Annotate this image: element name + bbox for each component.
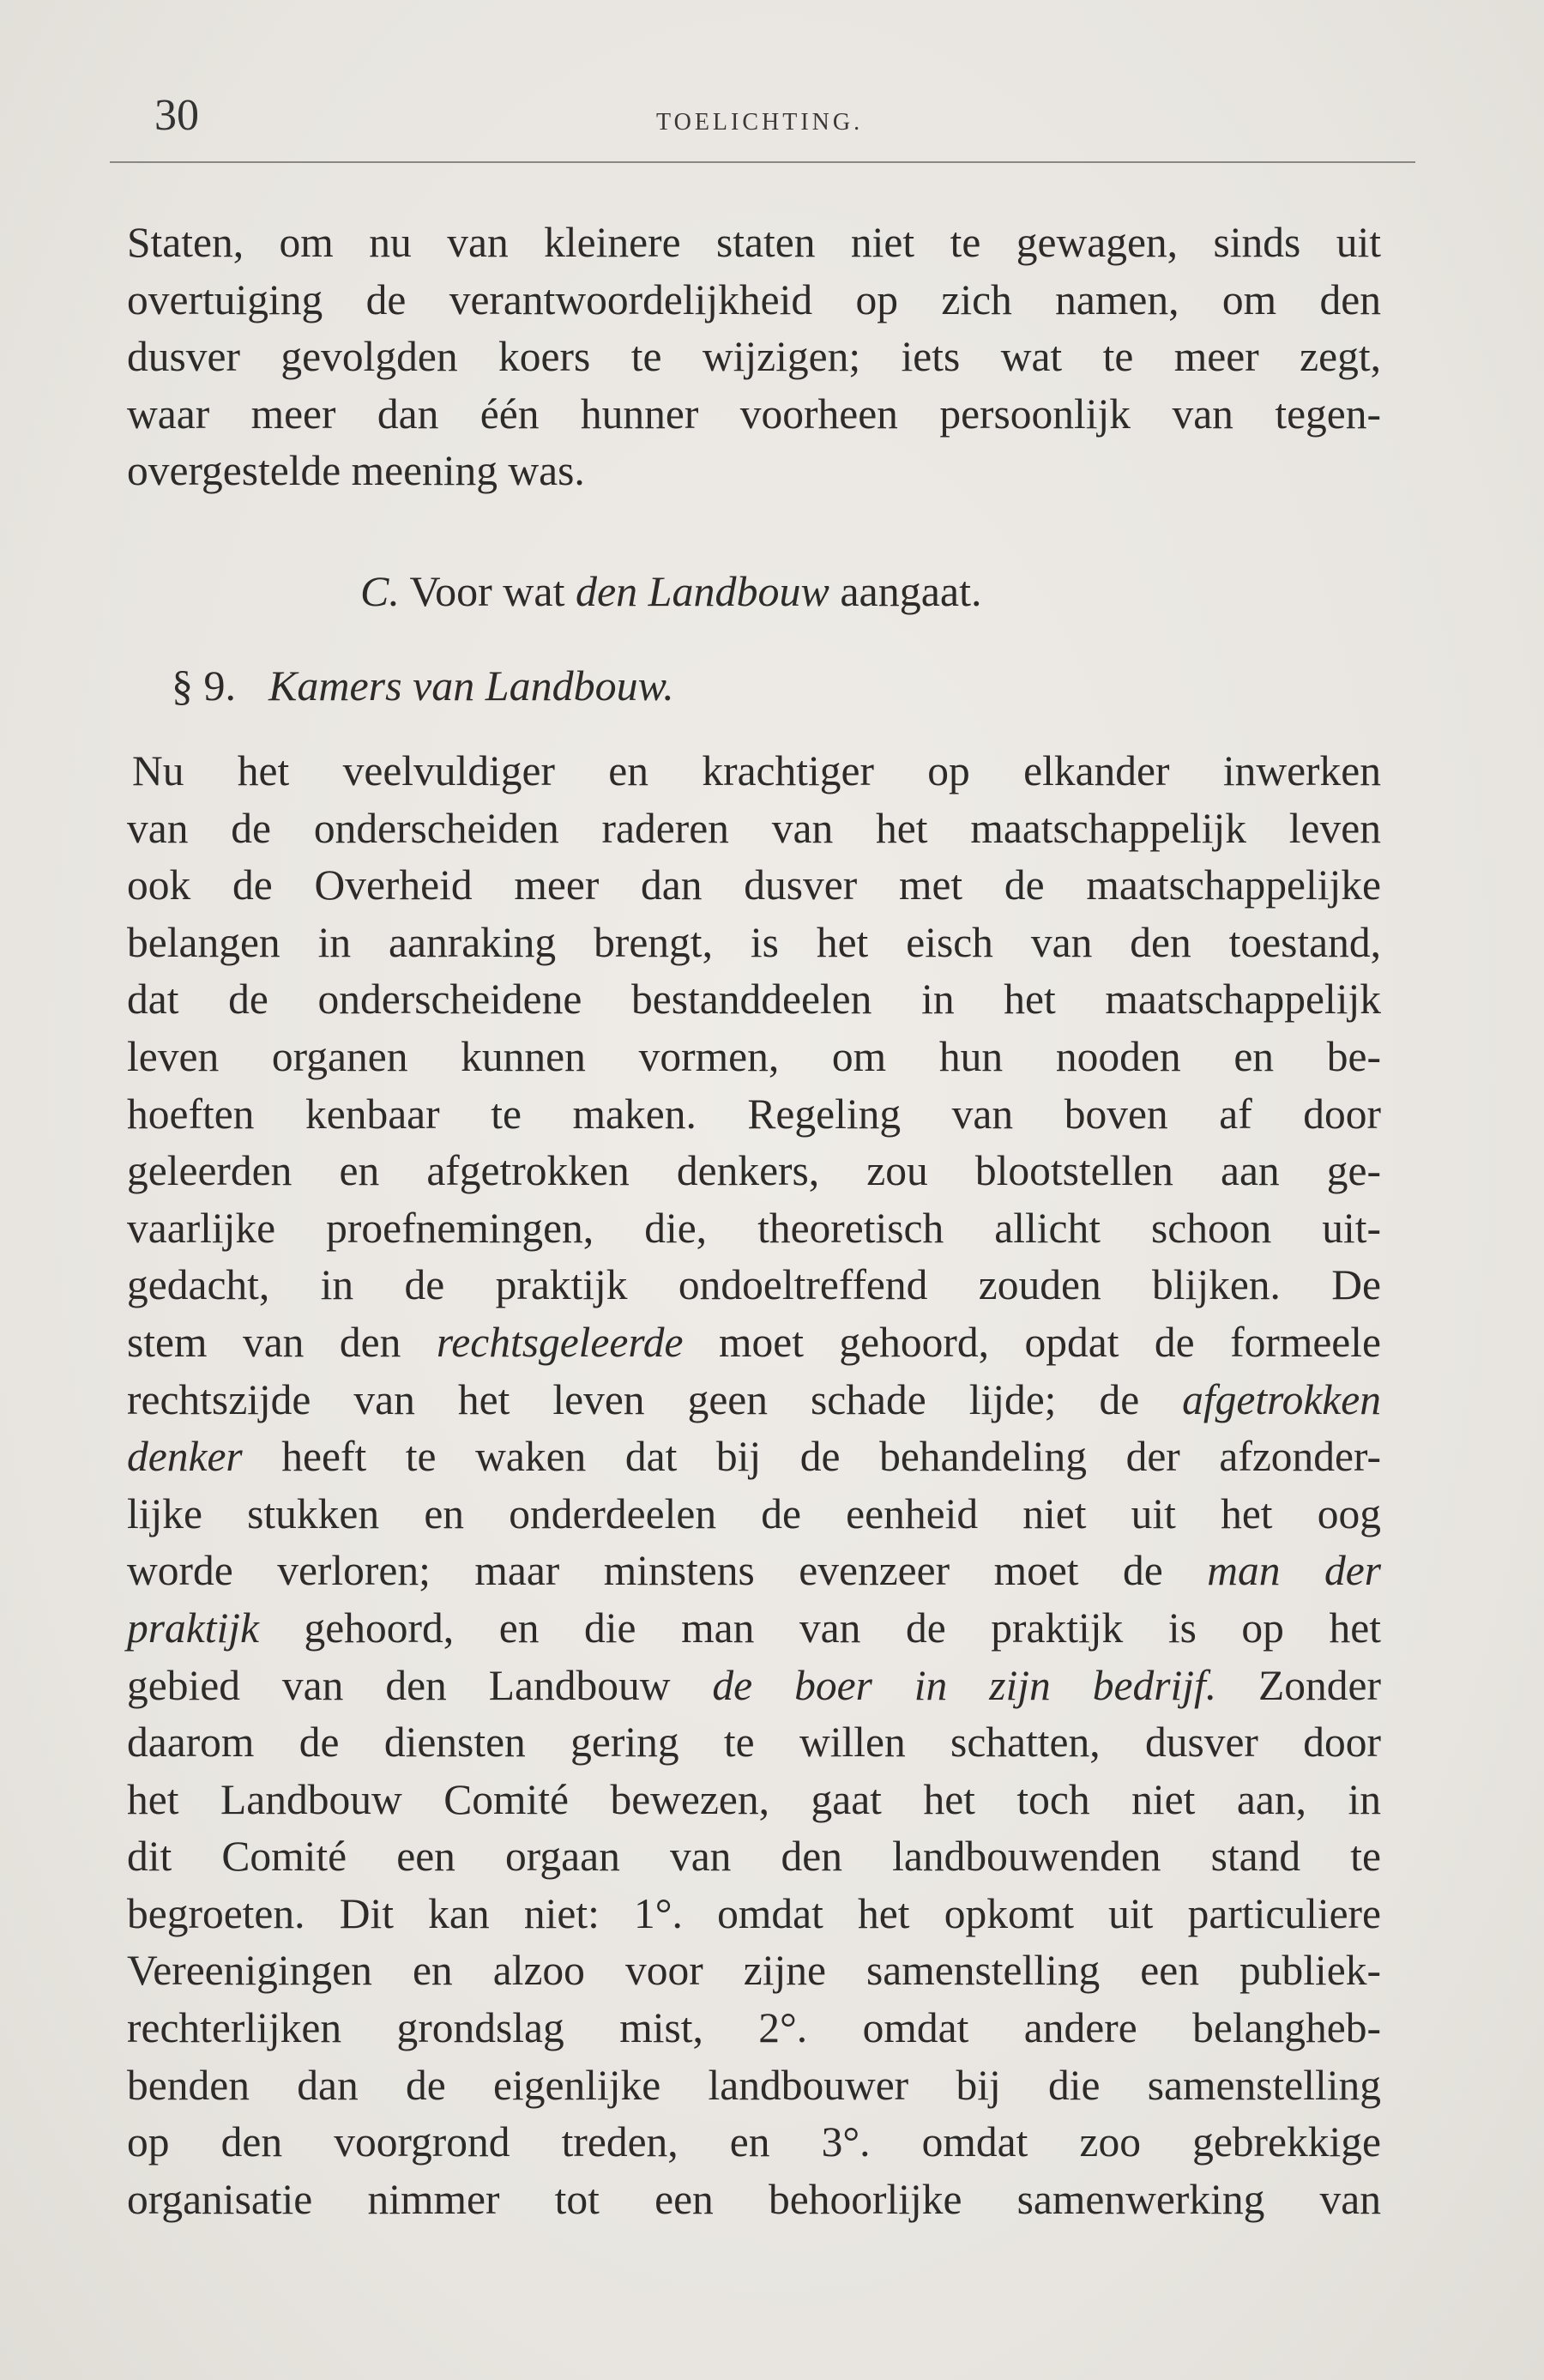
part-label: C. xyxy=(360,567,400,615)
text-line xyxy=(127,1429,1381,1486)
text-segment: leven organen kunnen vormen, om hun nooden en be- xyxy=(127,1032,1381,1080)
italic-text: rechtsgeleerde xyxy=(436,1318,684,1366)
page-number: 30 xyxy=(154,91,199,140)
text-line: overgestelde meening was. xyxy=(127,447,585,495)
text-segment: organisatie nimmer tot een behoorlijke samenwerking van xyxy=(127,2175,1381,2223)
text-segment: benden dan de eigenlijke landbouwer bij die samenstelling xyxy=(127,2061,1381,2109)
text-line xyxy=(127,857,1381,915)
text-line xyxy=(127,1029,1381,1086)
text-segment: gehoord, en die man van de praktijk is op het xyxy=(258,1604,1381,1652)
text-segment: gedacht, in de praktijk ondoeltreffend zouden blijken. De xyxy=(127,1261,1381,1309)
text-line xyxy=(127,1143,1381,1200)
text-line xyxy=(127,1543,1381,1600)
text-segment: ook de Overheid meer dan dusver met de maatschappelijke xyxy=(127,861,1381,909)
text-segment: stem van den xyxy=(127,1318,437,1366)
text-line xyxy=(127,1200,1381,1258)
section-number: § 9. xyxy=(172,661,236,710)
paragraph-main xyxy=(127,743,1381,2228)
text-segment: dat de onderscheidene bestanddeelen in het maatschappelijk xyxy=(127,976,1381,1024)
text-line: overtuiging de verantwoordelijkheid op zich namen, om den xyxy=(127,275,1381,323)
text-segment: begroeten. Dit kan niet: 1°. omdat het opkomt uit particuliere xyxy=(127,1889,1381,1937)
text-segment: daarom de diensten gering te willen schatten, dusver door xyxy=(127,1719,1381,1767)
text-line xyxy=(127,2172,1381,2229)
italic-text: man der xyxy=(1207,1547,1381,1595)
text-segment: hoeften kenbaar te maken. Regeling van boven af door xyxy=(127,1090,1381,1138)
part-heading xyxy=(360,563,982,619)
part-heading-text: Voor wat xyxy=(409,567,565,615)
text-segment: worde verloren; maar minstens evenzeer moet de xyxy=(127,1547,1208,1595)
text-line xyxy=(127,1828,1381,1886)
text-line xyxy=(127,1314,1381,1372)
text-line xyxy=(127,915,1381,972)
header-rule xyxy=(110,161,1415,163)
section-title: Kamers van Landbouw. xyxy=(268,661,674,710)
text-line xyxy=(127,1372,1381,1429)
text-line xyxy=(127,1600,1381,1658)
text-line: Staten, om nu van kleinere staten niet te gewagen, sinds uit xyxy=(127,219,1381,266)
text-line xyxy=(127,2114,1381,2172)
text-segment: moet gehoord, opdat de formeele xyxy=(683,1318,1381,1366)
text-line xyxy=(127,971,1381,1029)
paragraph-continuation xyxy=(127,214,1381,500)
text-segment: rechterlijken grondslag mist, 2°. omdat andere belangheb- xyxy=(127,2004,1381,2052)
text-line xyxy=(127,2000,1381,2057)
text-segment: op den voorgrond treden, en 3°. omdat zoo gebrekkige xyxy=(127,2118,1381,2166)
section-heading xyxy=(172,657,674,714)
text-segment: geleerden en afgetrokken denkers, zou blootstellen aan ge- xyxy=(127,1147,1381,1195)
text-segment: belangen in aanraking brengt, is het eisch van den toestand, xyxy=(127,918,1381,966)
text-line xyxy=(127,1772,1381,1829)
text-segment: het Landbouw Comité bewezen, gaat het toch niet aan, in xyxy=(127,1775,1381,1823)
text-line xyxy=(127,1257,1381,1314)
italic-text: denker xyxy=(127,1433,243,1481)
text-segment: van de onderscheiden raderen van het maatschappelijk leven xyxy=(127,804,1381,852)
text-line xyxy=(127,1886,1381,1943)
text-line xyxy=(127,1486,1381,1543)
text-segment: rechtszijde van het leven geen schade lijde; de xyxy=(127,1375,1183,1423)
text-line xyxy=(127,1714,1381,1772)
text-line xyxy=(127,1658,1381,1715)
text-line xyxy=(127,1942,1381,2000)
text-segment: vaarlijke proefnemingen, die, theoretisch allicht schoon uit- xyxy=(127,1204,1381,1252)
italic-text: praktijk xyxy=(127,1604,259,1652)
part-heading-italic: den Landbouw xyxy=(575,567,829,615)
text-line: dusver gevolgden koers te wijzigen; iets wat te meer zegt, xyxy=(127,333,1381,381)
italic-text: afgetrokken xyxy=(1182,1375,1381,1423)
text-segment: Nu het veelvuldiger en krachtiger op elkander inwerken xyxy=(132,747,1381,794)
text-segment: heeft te waken dat bij de behandeling der afzonder- xyxy=(242,1433,1381,1481)
part-heading-end: aangaat. xyxy=(840,567,982,615)
text-line xyxy=(127,800,1381,858)
text-line xyxy=(127,2057,1381,2115)
text-line xyxy=(127,743,1381,800)
text-line: waar meer dan één hunner voorheen persoonlijk van tegen- xyxy=(127,390,1381,438)
text-segment: Vereenigingen en alzoo voor zijne samenstelling een publiek- xyxy=(127,1947,1381,1995)
text-segment: lijke stukken en onderdeelen de eenheid niet uit het oog xyxy=(127,1489,1381,1537)
page-header xyxy=(120,90,1415,150)
text-line xyxy=(127,1086,1381,1144)
text-segment: Zonder xyxy=(1216,1661,1381,1709)
text-segment: gebied van den Landbouw xyxy=(127,1661,713,1709)
running-head: TOELICHTING. xyxy=(656,109,864,136)
italic-text: de boer in zijn bedrijf. xyxy=(712,1661,1217,1709)
text-segment: dit Comité een orgaan van den landbouwenden stand te xyxy=(127,1833,1381,1881)
